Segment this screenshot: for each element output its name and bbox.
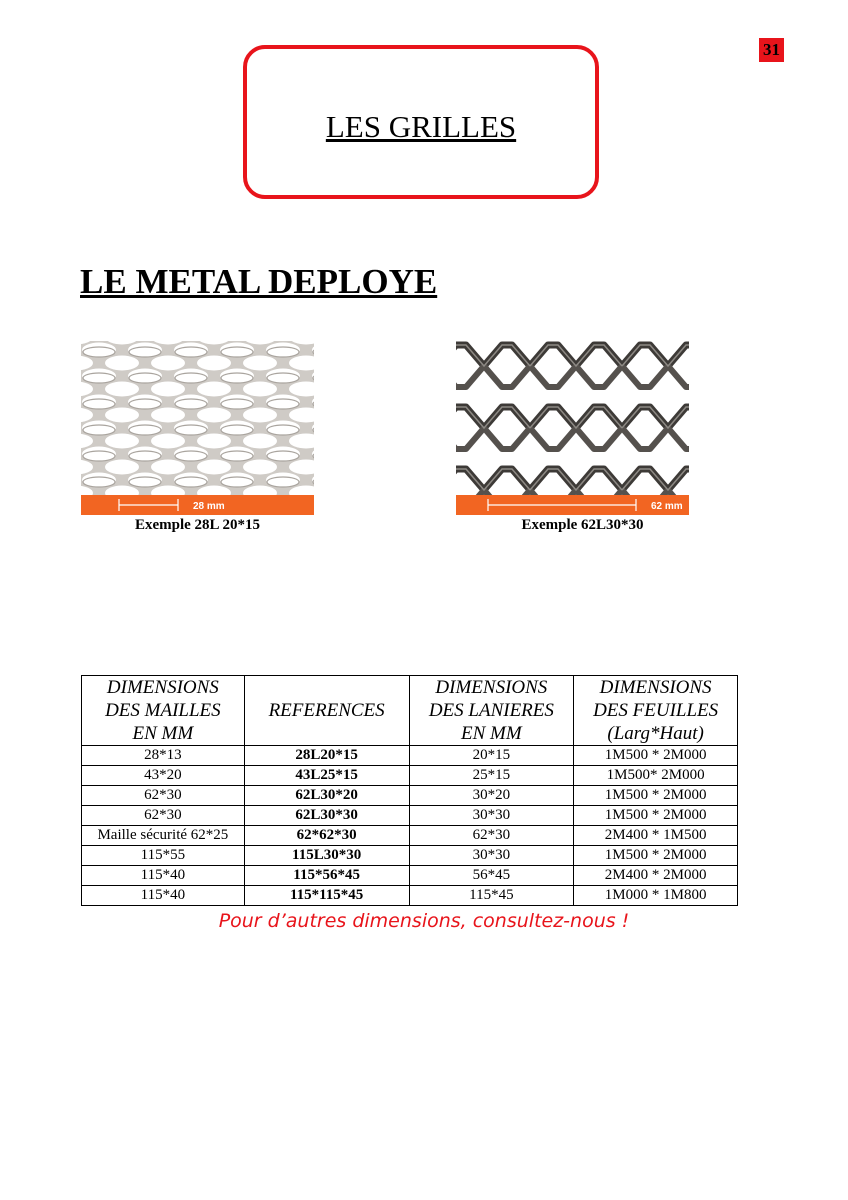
cell-strand: 25*15 [409,766,574,786]
header-line: EN MM [132,723,194,744]
caption-small: Exemple 28L 20*15 [134,517,260,533]
cell-sheet: 2M400 * 2M000 [574,866,738,886]
cell-strand: 62*30 [409,826,574,846]
cell-reference: 28L20*15 [244,746,409,766]
header-line: EN MM [461,723,522,744]
page-number: 31 [759,38,784,62]
caption-large: Exemple 62L30*30 [521,517,644,533]
contact-note: Pour d’autres dimensions, consultez-nous ! [218,910,630,932]
cell-sheet: 1M500 * 2M000 [574,786,738,806]
header-line: REFERENCES [268,700,385,721]
cell-reference: 43L25*15 [244,766,409,786]
table-row [82,866,738,886]
header-line: (Larg*Haut) [607,723,704,744]
table-header-row [82,676,738,746]
spec-table [81,675,738,906]
cell-strand: 20*15 [409,746,574,766]
table-row [82,766,738,786]
cell-mesh: Maille sécurité 62*25 [82,826,245,846]
cell-reference: 115*56*45 [244,866,409,886]
scale-label-large: 62 mm [651,501,683,512]
mesh-photo-small [81,341,314,515]
cell-strand: 30*20 [409,786,574,806]
header-strand-dimensions [409,676,574,746]
cell-mesh: 43*20 [82,766,245,786]
table-row [82,786,738,806]
cell-sheet: 1M000 * 1M800 [574,886,738,906]
cell-reference: 115*115*45 [244,886,409,906]
header-line: DES FEUILLES [593,700,719,721]
cell-mesh: 62*30 [82,806,245,826]
header-line: DES LANIERES [428,700,554,721]
header-line: DIMENSIONS [435,677,548,698]
cell-reference: 115L30*30 [244,846,409,866]
cell-reference: 62L30*20 [244,786,409,806]
cell-sheet: 1M500 * 2M000 [574,806,738,826]
header-sheet-dimensions [574,676,738,746]
section-title: LE METAL DEPLOYE [80,262,438,301]
table-row [82,826,738,846]
cell-mesh: 115*40 [82,886,245,906]
cell-mesh: 28*13 [82,746,245,766]
header-mesh-dimensions [82,676,245,746]
table-row [82,886,738,906]
cell-sheet: 1M500 * 2M000 [574,846,738,866]
cell-mesh: 115*40 [82,866,245,886]
table-row [82,846,738,866]
cell-reference: 62*62*30 [244,826,409,846]
table-row [82,806,738,826]
cell-mesh: 115*55 [82,846,245,866]
cell-mesh: 62*30 [82,786,245,806]
cell-strand: 30*30 [409,846,574,866]
mesh-photo-large [456,341,689,515]
cell-sheet: 2M400 * 1M500 [574,826,738,846]
scale-label-small: 28 mm [193,501,225,512]
header-line: DES MAILLES [105,700,221,721]
page-title: LES GRILLES [325,109,517,144]
header-line: DIMENSIONS [106,677,219,698]
cell-strand: 115*45 [409,886,574,906]
cell-strand: 30*30 [409,806,574,826]
header-line: DIMENSIONS [599,677,712,698]
cell-strand: 56*45 [409,866,574,886]
cell-reference: 62L30*30 [244,806,409,826]
header-references [244,676,409,746]
title-box [243,45,599,199]
cell-sheet: 1M500* 2M000 [574,766,738,786]
table-row [82,746,738,766]
cell-sheet: 1M500 * 2M000 [574,746,738,766]
